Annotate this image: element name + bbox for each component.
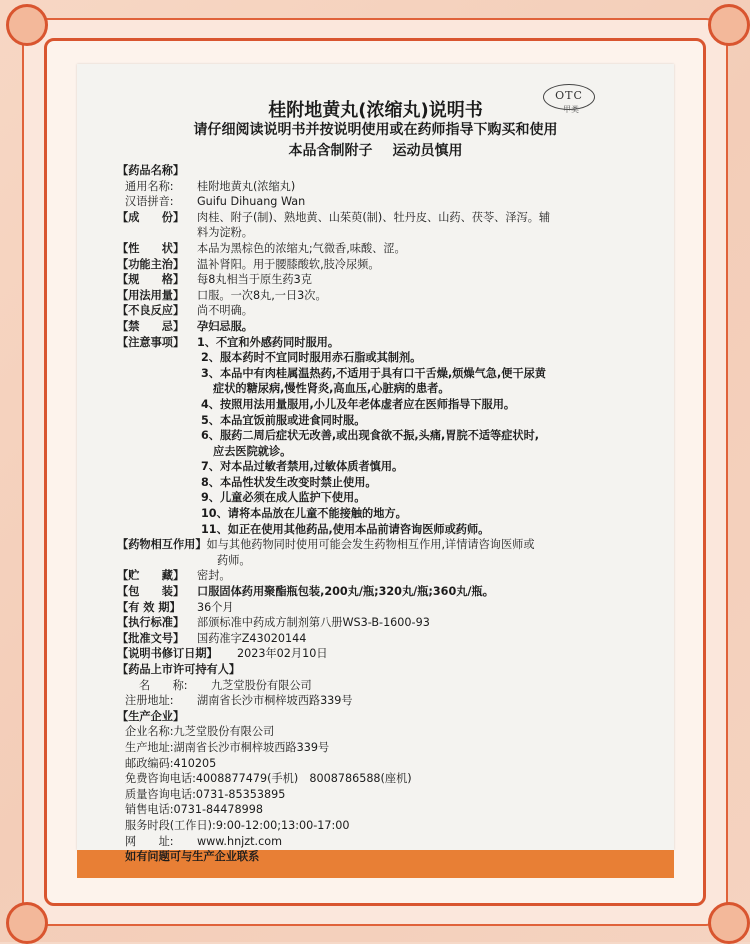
manufacturer-row: 免费咨询电话: 4008877479(手机) 8008786588(座机) (125, 772, 412, 786)
manufacturer-header: 【生产企业】 (117, 709, 185, 723)
character-row: 【性 状】 本品为黑棕色的浓缩丸;气微香,味酸、涩。 (117, 241, 406, 255)
precautions-row: 【注意事项】 1、不宜和外感药同时服用。 (117, 335, 340, 349)
manufacturer-row: 销售电话: 0731-84478998 (125, 803, 263, 817)
corner-ornament-icon (708, 902, 750, 944)
drug-name-header: 【药品名称】 (117, 164, 185, 177)
precaution-item: 3、本品中有肉桂属温热药,不适用于具有口干舌燥,烦燥气急,便干尿黄 (201, 366, 546, 380)
mah-name-row: 名 称: 九芝堂股份有限公司 (139, 678, 312, 692)
standard-row: 【执行标准】 部颁标准中药成方制剂第八册WS3-B-1600-93 (117, 616, 430, 630)
precaution-item: 7、对本品过敏者禁用,过敏体质者慎用。 (201, 460, 404, 474)
contraindications-row: 【禁 忌】 孕妇忌服。 (117, 319, 253, 333)
usage-row: 【用法用量】 口服。一次8丸,一日3次。 (117, 288, 327, 302)
indications-row: 【功能主治】 温补肾阳。用于腰膝酸软,肢冷尿频。 (117, 257, 380, 271)
precaution-item: 4、按照用法用量服用,小儿及年老体虚者应在医师指导下服用。 (201, 397, 516, 411)
specification-row: 【规 格】 每8丸相当于原生药3克 (117, 273, 312, 287)
precaution-item: 2、服本药时不宜同时服用赤石脂或其制剂。 (201, 351, 422, 365)
precaution-item: 5、本品宜饭前服或进食同时服。 (201, 413, 366, 427)
pinyin-row: 汉语拼音: Guifu Dihuang Wan (125, 195, 306, 209)
mah-header: 【药品上市许可持有人】 (117, 663, 241, 676)
manufacturer-row: 生产地址: 湖南省长沙市桐梓坡西路339号 (125, 740, 330, 754)
manufacturer-row: 邮政编码: 410205 (125, 756, 217, 770)
otc-badge: OTC (543, 84, 595, 110)
warning-line-1: 请仔细阅读说明书并按说明使用或在药师指导下购买和使用 (193, 122, 558, 138)
contact-note: 如有问题可与生产企业联系 (125, 850, 260, 864)
interactions-row: 【药物相互作用】 如与其他药物同时使用可能会发生药物相互作用,详情请咨询医师或 (117, 538, 535, 552)
warning-aconite: 本品含制附子 (288, 143, 373, 159)
ingredients-row-cont: 料为淀粉。 (197, 226, 253, 240)
precaution-item: 10、请将本品放在儿童不能接触的地方。 (201, 507, 407, 521)
interactions-row-cont: 药师。 (217, 553, 251, 567)
precaution-item-cont: 症状的糖尿病,慢性肾炎,高血压,心脏病的患者。 (213, 382, 450, 396)
mah-address-row: 注册地址: 湖南省长沙市桐梓坡西路339号 (125, 694, 353, 708)
revision-row: 【说明书修订日期】 2023年02月10日 (117, 647, 328, 661)
adverse-row: 【不良反应】 尚不明确。 (117, 304, 253, 318)
warning-athletes: 运动员慎用 (392, 143, 463, 159)
validity-row: 【有 效 期】 36个月 (117, 600, 234, 614)
corner-ornament-icon (708, 4, 750, 46)
common-name-row: 通用名称: 桂附地黄丸(浓缩丸) (125, 179, 296, 193)
approval-row: 【批准文号】 国药准字Z43020144 (117, 631, 307, 645)
precaution-item: 6、服药二周后症状无改善,或出现食欲不振,头痛,胃脘不适等症状时, (201, 429, 540, 443)
manufacturer-row: 企业名称: 九芝堂股份有限公司 (125, 725, 275, 739)
manufacturer-row: 服务时段(工作日): 9:00-12:00;13:00-17:00 (125, 818, 350, 832)
precaution-item: 9、儿童必须在成人监护下使用。 (201, 491, 366, 505)
manufacturer-website-row: 网 址: www.hnjzt.com (125, 834, 282, 848)
precaution-item-cont: 应去医院就诊。 (213, 444, 292, 458)
ingredients-row: 【成 份】 肉桂、附子(制)、熟地黄、山茱萸(制)、牡丹皮、山药、茯苓、泽泻。辅 (117, 210, 551, 224)
package-row: 【包 装】 口服固体药用聚酯瓶包装,200丸/瓶;320丸/瓶;360丸/瓶。 (117, 585, 494, 599)
storage-row: 【贮 藏】 密封。 (117, 569, 231, 583)
leaflet-body (117, 163, 657, 865)
precaution-item: 8、本品性状发生改变时禁止使用。 (201, 475, 377, 489)
page-title: 桂附地黄丸(浓缩丸)说明书 (268, 100, 483, 121)
corner-ornament-icon (6, 902, 48, 944)
corner-ornament-icon (6, 4, 48, 46)
otc-category: 甲类 (563, 105, 579, 114)
warning-line-2 (77, 140, 674, 160)
manufacturer-row: 质量咨询电话: 0731-85353895 (125, 787, 286, 801)
precaution-item: 11、如正在使用其他药品,使用本品前请咨询医师或药师。 (201, 522, 490, 536)
